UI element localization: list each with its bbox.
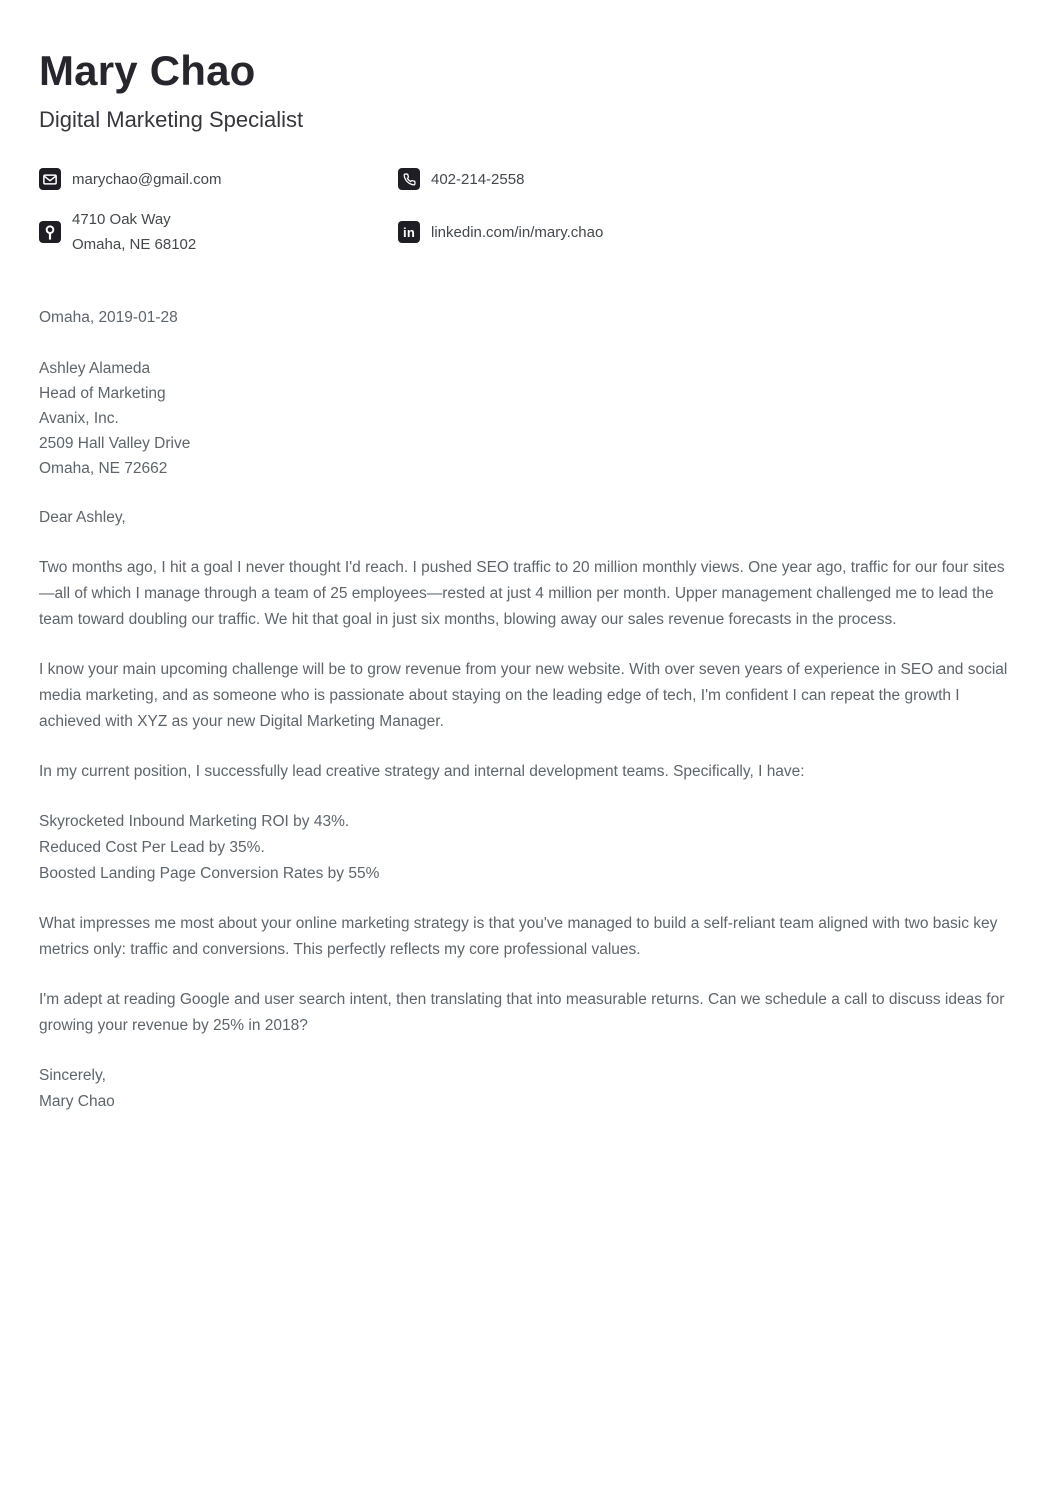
contact-email-value: marychao@gmail.com bbox=[72, 170, 222, 188]
body-paragraph-2: I know your main upcoming challenge will be to grow revenue from your new website. With over seven years of experience in SEO and social media marketing, and as someone who is passionate about staying on the leading edge of tech, I'm confident I can repeat the growth I achieved with XYZ as your new Digital Marketing Manager. bbox=[39, 661, 1008, 731]
recipient-name: Ashley Alameda bbox=[39, 360, 151, 378]
contact-linkedin-value: linkedin.com/in/mary.chao bbox=[431, 223, 604, 241]
recipient-role: Head of Marketing bbox=[39, 385, 166, 403]
location-pin-icon bbox=[39, 221, 61, 243]
recipient-block bbox=[39, 356, 1019, 481]
envelope-icon bbox=[39, 168, 61, 190]
achievement-line-2: Reduced Cost Per Lead by 35%. bbox=[39, 839, 265, 857]
linkedin-icon: in bbox=[398, 221, 420, 243]
closing-block bbox=[39, 1063, 1019, 1115]
phone-icon bbox=[398, 168, 420, 190]
contact-address-value bbox=[72, 207, 196, 257]
recipient-street: 2509 Hall Valley Drive bbox=[39, 435, 191, 453]
contact-linkedin bbox=[398, 221, 1019, 243]
date-line: Omaha, 2019-01-28 bbox=[39, 309, 178, 327]
contact-phone-value: 402-214-2558 bbox=[431, 170, 525, 188]
recipient-company: Avanix, Inc. bbox=[39, 410, 119, 428]
person-name: Mary Chao bbox=[39, 47, 256, 94]
address-line-2: Omaha, NE 68102 bbox=[72, 236, 197, 254]
contact-section bbox=[39, 168, 1019, 257]
signature-name: Mary Chao bbox=[39, 1093, 115, 1111]
achievement-line-3: Boosted Landing Page Conversion Rates by 55% bbox=[39, 865, 380, 883]
recipient-city: Omaha, NE 72662 bbox=[39, 460, 168, 478]
letter-body bbox=[39, 305, 1019, 1115]
body-paragraph-3: In my current position, I successfully lead creative strategy and internal development teams. Specifically, I have: bbox=[39, 763, 805, 781]
achievements-list bbox=[39, 809, 1019, 887]
body-paragraph-4: What impresses me most about your online marketing strategy is that you've managed to build a self-reliant team aligned with two basic key metrics only: traffic and conversions. This perfectly reflects my core professional values. bbox=[39, 915, 998, 959]
body-paragraph-5: I'm adept at reading Google and user search intent, then translating that into measurable returns. Can we schedule a call to discuss ideas for growing your revenue by 25% in 2018? bbox=[39, 991, 1005, 1035]
achievement-line-1: Skyrocketed Inbound Marketing ROI by 43%. bbox=[39, 813, 350, 831]
contact-address bbox=[39, 207, 398, 257]
contact-email bbox=[39, 168, 398, 190]
closing-word: Sincerely, bbox=[39, 1067, 106, 1085]
contact-phone bbox=[398, 168, 1019, 190]
body-paragraph-1: Two months ago, I hit a goal I never thought I'd reach. I pushed SEO traffic to 20 million monthly views. One year ago, traffic for our four sites—all of which I manage through a team of 25 employees—rested at just 4 million per month. Upper management challenged me to lead the team toward doubling our traffic. We hit that goal in just six months, blowing away our sales revenue forecasts in the process. bbox=[39, 559, 1005, 629]
job-title: Digital Marketing Specialist bbox=[39, 107, 304, 133]
salutation: Dear Ashley, bbox=[39, 509, 126, 527]
address-line-1: 4710 Oak Way bbox=[72, 211, 171, 229]
